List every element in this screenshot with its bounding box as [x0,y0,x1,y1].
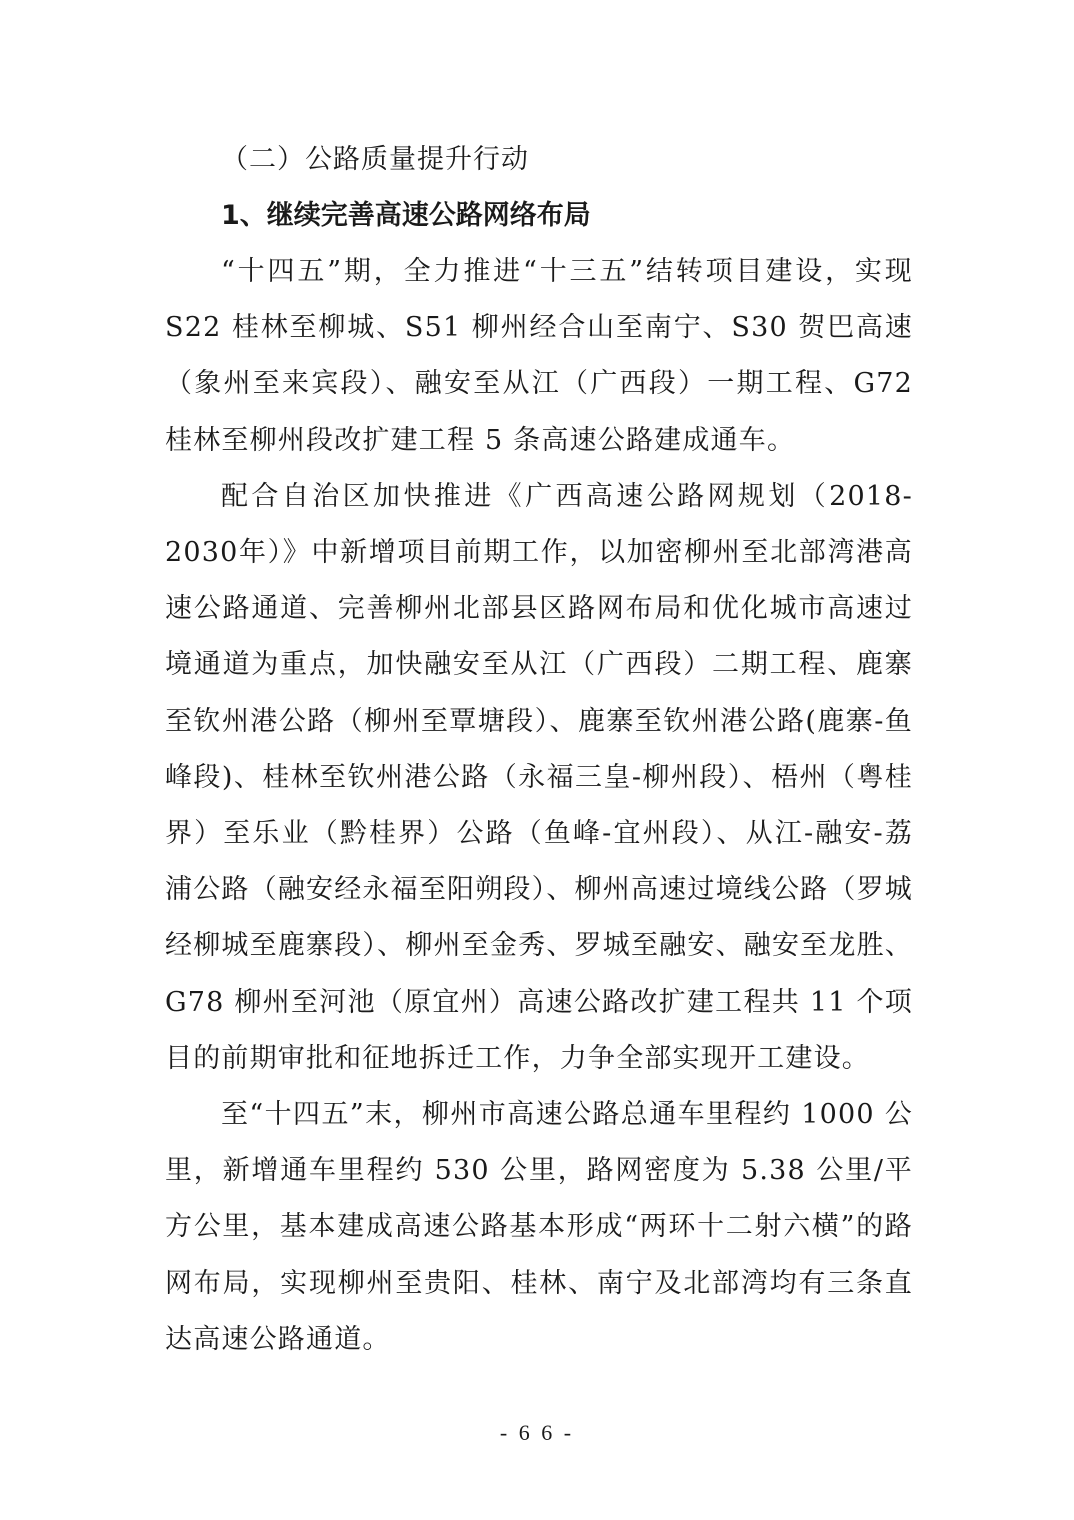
paragraph-completed-projects: “十四五”期，全力推进“十三五”结转项目建设，实现 S22 桂林至柳城、S51 柳州经合山至南宁、S30 贺巴高速（象州至来宾段）、融安至从江（广西段）一期工程、G72 桂林至柳州段改扩建工程 5 条高速公路建成通车。 [165,256,913,456]
document-page [165,132,913,1368]
paragraph-targets: 至“十四五”末，柳州市高速公路总通车里程约 1000 公里，新增通车里程约 530 公里，路网密度为 5.38 公里/平方公里，基本建成高速公路基本形成“两环十二射六横”的路网布局，实现柳州至贵阳、桂林、南宁及北部湾均有三条直达高速公路通道。 [165,1099,913,1355]
subsection-heading: 1、继续完善高速公路网络布局 [221,200,591,231]
paragraph-new-projects: 配合自治区加快推进《广西高速公路网规划（2018-2030年）》中新增项目前期工作，以加密柳州至北部湾港高速公路通道、完善柳州北部县区路网布局和优化城市高速过境通道为重点，加快融安至从江（广西段）二期工程、鹿寨至钦州港公路（柳州至覃塘段）、鹿寨至钦州港公路(鹿寨-鱼峰段)、桂林至钦州港公路（永福三皇-柳州段）、梧州（粤桂界）至乐业（黔桂界）公路（鱼峰-宜州段）、从江-融安-荔浦公路（融安经永福至阳朔段）、柳州高速过境线公路（罗城经柳城至鹿寨段）、柳州至金秀、罗城至融安、融安至龙胜、G78 柳州至河池（原宜州）高速公路改扩建工程共 11 个项目的前期审批和征地拆迁工作，力争全部实现开工建设。 [165,480,913,1074]
page-number: - 6 6 - [499,1420,575,1445]
section-heading: （二）公路质量提升行动 [221,144,529,175]
